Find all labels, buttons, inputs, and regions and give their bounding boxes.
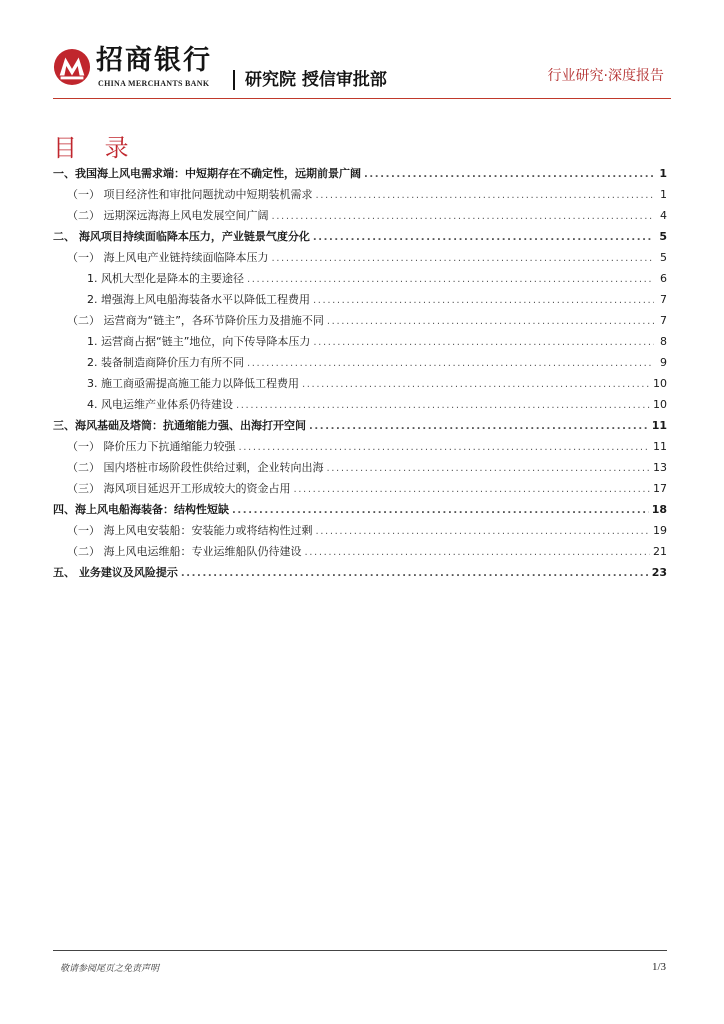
toc-entry-page: 1 (660, 188, 667, 201)
toc-entry[interactable] (53, 394, 667, 415)
toc-entry-text: （二） 运营商为“链主”，各环节降价压力及措施不同 (67, 314, 324, 327)
toc-entry[interactable] (53, 520, 667, 541)
toc-entry-text: （一） 海上风电产业链持续面临降本压力 (67, 251, 269, 264)
toc-entry-page: 9 (660, 356, 667, 369)
toc-entry[interactable] (53, 268, 667, 289)
toc-entry-page: 23 (651, 566, 667, 579)
toc-entry-page: 18 (651, 503, 667, 516)
toc-entry-text: （二） 远期深远海海上风电发展空间广阔 (67, 209, 269, 222)
toc-leader-dots (272, 206, 655, 227)
toc-entry-page: 1 (659, 167, 667, 180)
toc-entry-page: 17 (653, 482, 667, 495)
toc-leader-dots (316, 185, 655, 206)
toc-leader-dots (181, 563, 649, 584)
toc-entry[interactable] (53, 373, 667, 394)
toc-entry-text: 二、 海风项目持续面临降本压力，产业链景气度分化 (53, 230, 310, 243)
toc-leader-dots (327, 458, 651, 479)
toc-entry-page: 5 (660, 251, 667, 264)
toc-entry[interactable] (53, 247, 667, 268)
toc-entry-text: （二） 国内塔桩市场阶段性供给过剩，企业转向出海 (67, 461, 324, 474)
logo-text-en: CHINA MERCHANTS BANK (98, 79, 210, 88)
toc-entry-text: 五、 业务建议及风险提示 (53, 566, 178, 579)
toc-leader-dots (239, 437, 651, 458)
toc-leader-dots (232, 500, 649, 521)
toc-entry-text: （一） 项目经济性和审批问题扰动中短期装机需求 (67, 188, 313, 201)
toc-entry-text: 4. 风电运维产业体系仍待建设 (87, 398, 233, 411)
cmb-logo-icon (53, 48, 91, 86)
toc-entry[interactable] (53, 310, 667, 331)
toc-entry[interactable] (53, 226, 667, 247)
disclaimer-note: 敬请参阅尾页之免责声明 (60, 964, 160, 974)
toc-leader-dots (247, 269, 654, 290)
toc-leader-dots (313, 227, 654, 248)
toc-entry[interactable] (53, 331, 667, 352)
table-of-contents (53, 163, 667, 583)
logo-text-cn: 招商银行 (96, 45, 212, 76)
toc-leader-dots (294, 479, 651, 500)
toc-leader-dots (272, 248, 655, 269)
toc-entry-page: 8 (660, 335, 667, 348)
page-number: 1/3 (651, 961, 666, 973)
toc-entry-page: 7 (660, 314, 667, 327)
toc-entry-text: （三） 海风项目延迟开工形成较大的资金占用 (67, 482, 291, 495)
toc-entry-page: 21 (653, 545, 667, 558)
toc-entry[interactable] (53, 562, 667, 583)
toc-leader-dots (313, 332, 654, 353)
toc-entry[interactable] (53, 205, 667, 226)
department-label: 研究院 授信审批部 (245, 70, 387, 90)
page-header (0, 0, 724, 100)
footer-rule (53, 950, 667, 951)
toc-entry-page: 4 (660, 209, 667, 222)
toc-entry[interactable] (53, 163, 667, 184)
toc-entry[interactable] (53, 289, 667, 310)
toc-entry[interactable] (53, 457, 667, 478)
toc-entry-text: 1. 风机大型化是降本的主要途径 (87, 272, 244, 285)
toc-entry-page: 10 (653, 377, 667, 390)
toc-entry[interactable] (53, 499, 667, 520)
toc-entry[interactable] (53, 415, 667, 436)
toc-entry[interactable] (53, 352, 667, 373)
toc-entry-page: 10 (653, 398, 667, 411)
toc-entry-text: 三、海风基础及塔筒：抗通缩能力强、出海打开空间 (53, 419, 306, 432)
toc-entry-page: 5 (659, 230, 667, 243)
toc-entry-page: 7 (660, 293, 667, 306)
toc-entry-text: 2. 增强海上风电船海装备水平以降低工程费用 (87, 293, 310, 306)
toc-leader-dots (327, 311, 654, 332)
toc-entry-page: 6 (660, 272, 667, 285)
toc-leader-dots (309, 416, 649, 437)
toc-entry-text: 2. 装备制造商降价压力有所不同 (87, 356, 244, 369)
toc-entry-text: 3. 施工商亟需提高施工能力以降低工程费用 (87, 377, 299, 390)
toc-entry-page: 13 (653, 461, 667, 474)
toc-entry-text: 一、我国海上风电需求端：中短期存在不确定性，远期前景广阔 (53, 167, 361, 180)
toc-leader-dots (313, 290, 654, 311)
header-divider (233, 70, 235, 90)
toc-entry-text: 四、海上风电船海装备：结构性短缺 (53, 503, 229, 516)
toc-leader-dots (316, 521, 651, 542)
toc-title: 目 录 (53, 134, 139, 162)
toc-entry-text: （一） 降价压力下抗通缩能力较强 (67, 440, 236, 453)
toc-entry-text: 1. 运营商占据“链主”地位，向下传导降本压力 (87, 335, 311, 348)
toc-leader-dots (236, 395, 650, 416)
report-type-label: 行业研究·深度报告 (547, 68, 664, 84)
header-rule (53, 98, 671, 99)
toc-leader-dots (305, 542, 651, 563)
toc-leader-dots (364, 164, 654, 185)
toc-entry[interactable] (53, 478, 667, 499)
toc-entry-page: 19 (653, 524, 667, 537)
toc-entry-text: （一） 海上风电安装船：安装能力或将结构性过剩 (67, 524, 313, 537)
toc-entry[interactable] (53, 541, 667, 562)
toc-entry-page: 11 (651, 419, 667, 432)
toc-leader-dots (247, 353, 654, 374)
toc-entry-page: 11 (653, 440, 667, 453)
toc-entry-text: （二） 海上风电运维船：专业运维船队仍待建设 (67, 545, 302, 558)
toc-entry[interactable] (53, 184, 667, 205)
toc-leader-dots (302, 374, 650, 395)
toc-entry[interactable] (53, 436, 667, 457)
